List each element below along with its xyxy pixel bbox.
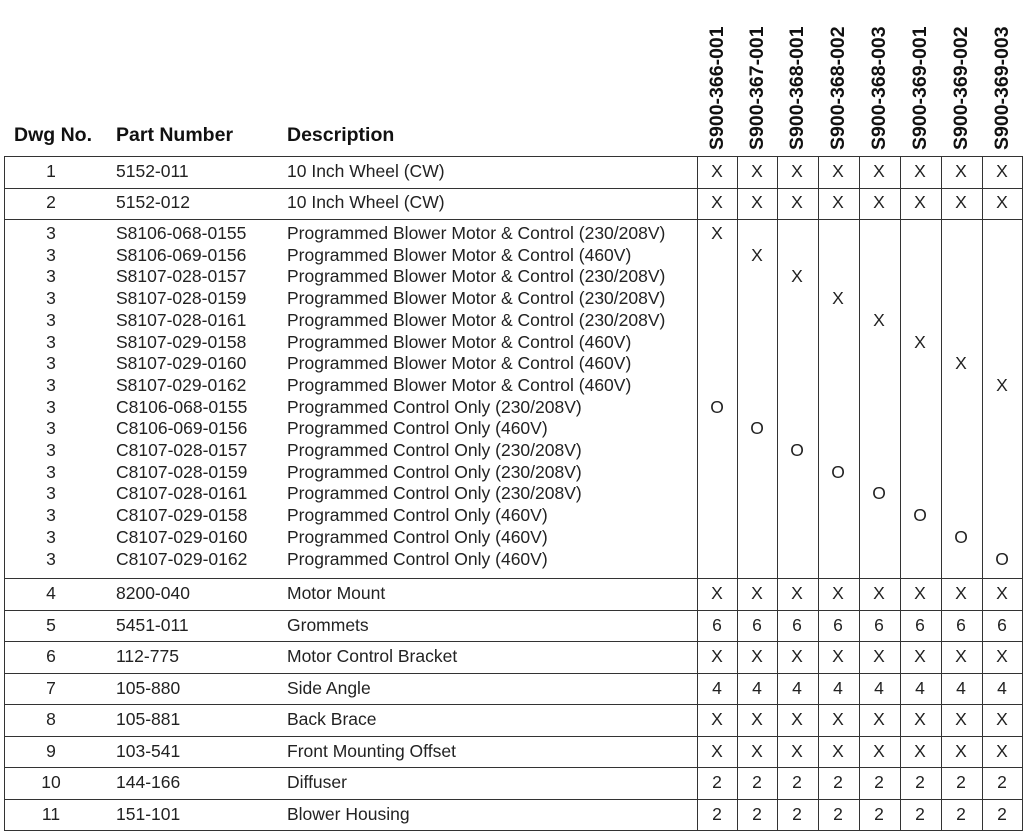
model-mark: X xyxy=(996,646,1008,667)
model-mark: X xyxy=(914,192,926,213)
model-header-label: S900-368-003 xyxy=(868,26,890,150)
part-description: Diffuser xyxy=(287,772,347,793)
part-number: C8106-068-0155 xyxy=(116,396,248,417)
model-mark: 4 xyxy=(792,677,802,698)
part-description: Programmed Blower Motor & Control (230/208V) xyxy=(287,223,666,243)
model-mark: 6 xyxy=(915,614,925,635)
part-number: S8106-069-0156 xyxy=(116,244,247,265)
part-number: 5451-011 xyxy=(116,614,189,635)
model-mark: O xyxy=(831,461,845,482)
model-mark: 4 xyxy=(915,677,925,698)
model-mark: X xyxy=(955,646,967,667)
part-description: Programmed Blower Motor & Control (460V) xyxy=(287,244,632,265)
dwg-number: 7 xyxy=(46,677,56,698)
model-mark: O xyxy=(750,418,764,439)
column-divider xyxy=(1022,578,1023,610)
part-number: S8106-068-0155 xyxy=(116,223,247,243)
model-mark: X xyxy=(711,709,723,730)
column-divider xyxy=(737,219,738,578)
dwg-number: 3 xyxy=(46,353,56,374)
dwg-number: 3 xyxy=(46,396,56,417)
dwg-number: 3 xyxy=(46,331,56,352)
model-mark: X xyxy=(751,244,763,265)
model-mark: 2 xyxy=(792,772,802,793)
model-header-label: S900-369-003 xyxy=(991,26,1013,150)
model-mark: X xyxy=(873,740,885,761)
dwg-number: 3 xyxy=(46,526,56,547)
part-description: Side Angle xyxy=(287,677,371,698)
model-mark: X xyxy=(711,583,723,604)
dwg-number: 3 xyxy=(46,266,56,287)
column-divider xyxy=(1022,673,1023,705)
dwg-number: 3 xyxy=(46,223,56,243)
part-description: Programmed Blower Motor & Control (460V) xyxy=(287,353,632,374)
model-mark: O xyxy=(995,548,1009,569)
part-description: Programmed Control Only (230/208V) xyxy=(287,483,582,504)
part-description: Programmed Control Only (460V) xyxy=(287,548,548,569)
model-mark: 6 xyxy=(792,614,802,635)
dwg-number: 3 xyxy=(46,461,56,482)
part-number: S8107-029-0162 xyxy=(116,374,247,395)
column-divider xyxy=(941,219,942,578)
model-mark: X xyxy=(955,740,967,761)
dwg-number: 5 xyxy=(46,614,56,635)
part-number: C8107-028-0161 xyxy=(116,483,248,504)
model-mark: 2 xyxy=(915,772,925,793)
model-mark: X xyxy=(711,192,723,213)
model-mark: X xyxy=(955,160,967,181)
dwg-number: 3 xyxy=(46,440,56,460)
model-mark: 2 xyxy=(997,772,1007,793)
model-mark: X xyxy=(996,192,1008,213)
model-mark: 2 xyxy=(874,803,884,824)
part-description: Motor Control Bracket xyxy=(287,646,458,667)
model-mark: X xyxy=(791,583,803,604)
part-description: Blower Housing xyxy=(287,803,410,824)
part-description: Programmed Control Only (460V) xyxy=(287,526,548,547)
model-mark: X xyxy=(751,646,763,667)
dwg-number: 4 xyxy=(46,583,56,604)
part-number: 5152-012 xyxy=(116,192,190,213)
model-mark: X xyxy=(832,160,844,181)
part-description: Programmed Control Only (230/208V) xyxy=(287,396,582,417)
model-mark: 2 xyxy=(752,803,762,824)
model-mark: 4 xyxy=(997,677,1007,698)
column-divider xyxy=(818,219,819,578)
part-description: Programmed Control Only (460V) xyxy=(287,418,548,439)
part-number: S8107-028-0157 xyxy=(116,266,247,287)
dwg-number: 1 xyxy=(46,160,56,181)
column-divider xyxy=(1022,736,1023,768)
model-mark: X xyxy=(996,583,1008,604)
model-mark: 2 xyxy=(752,772,762,793)
model-mark: X xyxy=(751,583,763,604)
model-mark: O xyxy=(954,526,968,547)
model-mark: 2 xyxy=(874,772,884,793)
model-mark: 6 xyxy=(997,614,1007,635)
model-mark: X xyxy=(955,583,967,604)
part-number: 103-541 xyxy=(116,740,181,761)
part-number: C8107-029-0158 xyxy=(116,505,248,526)
model-mark: X xyxy=(791,709,803,730)
dwg-number: 10 xyxy=(41,772,61,793)
model-header-label: S900-369-002 xyxy=(950,26,972,150)
part-number: C8107-028-0157 xyxy=(116,440,248,460)
dwg-number: 3 xyxy=(46,505,56,526)
model-mark: 2 xyxy=(712,772,722,793)
column-divider xyxy=(1022,799,1023,831)
model-mark: 4 xyxy=(874,677,884,698)
part-number: C8107-029-0162 xyxy=(116,548,248,569)
dwg-number: 3 xyxy=(46,418,56,439)
model-mark: X xyxy=(791,740,803,761)
model-mark: 4 xyxy=(833,677,843,698)
part-number: 5152-011 xyxy=(116,160,189,181)
part-number: S8107-028-0161 xyxy=(116,309,247,330)
part-number: C8107-029-0160 xyxy=(116,526,248,547)
model-mark: X xyxy=(791,266,803,287)
part-description: Programmed Blower Motor & Control (230/208V) xyxy=(287,266,666,287)
model-mark: X xyxy=(791,646,803,667)
part-number: 112-775 xyxy=(116,646,179,667)
model-mark: X xyxy=(711,646,723,667)
column-divider xyxy=(1022,767,1023,799)
model-mark: X xyxy=(873,646,885,667)
column-divider xyxy=(1022,704,1023,736)
model-mark: 2 xyxy=(997,803,1007,824)
model-mark: X xyxy=(914,740,926,761)
part-number: 8200-040 xyxy=(116,583,190,604)
part-description: Programmed Blower Motor & Control (460V) xyxy=(287,331,632,352)
model-mark: X xyxy=(751,740,763,761)
part-description: Grommets xyxy=(287,614,369,635)
model-mark: 2 xyxy=(833,772,843,793)
model-mark: X xyxy=(873,309,885,330)
model-mark: X xyxy=(711,160,723,181)
model-header-label: S900-366-001 xyxy=(706,26,728,150)
dwg-number: 3 xyxy=(46,288,56,309)
part-number: 144-166 xyxy=(116,772,181,793)
dwg-number: 6 xyxy=(46,646,56,667)
part-description: Programmed Blower Motor & Control (230/208V) xyxy=(287,309,666,330)
part-number: 151-101 xyxy=(116,803,181,824)
model-mark: O xyxy=(872,483,886,504)
part-number: 105-880 xyxy=(116,677,181,698)
model-mark: 6 xyxy=(752,614,762,635)
header-part-number: Part Number xyxy=(116,124,234,146)
model-mark: X xyxy=(832,646,844,667)
part-description: Programmed Control Only (230/208V) xyxy=(287,440,582,460)
model-mark: X xyxy=(914,646,926,667)
part-description: Programmed Control Only (460V) xyxy=(287,505,548,526)
part-number: C8107-028-0159 xyxy=(116,461,248,482)
model-mark: 6 xyxy=(956,614,966,635)
model-mark: X xyxy=(711,223,723,243)
dwg-number: 3 xyxy=(46,309,56,330)
part-number: 105-881 xyxy=(116,709,181,730)
column-divider xyxy=(1022,156,1023,188)
part-description: Back Brace xyxy=(287,709,377,730)
dwg-number: 11 xyxy=(41,803,61,824)
part-description: Motor Mount xyxy=(287,583,386,604)
dwg-number: 3 xyxy=(46,244,56,265)
column-divider xyxy=(859,219,860,578)
dwg-number: 2 xyxy=(46,192,56,213)
part-number: C8106-069-0156 xyxy=(116,418,248,439)
model-mark: 4 xyxy=(956,677,966,698)
part-description: 10 Inch Wheel (CW) xyxy=(287,160,445,181)
model-mark: X xyxy=(791,160,803,181)
model-mark: X xyxy=(832,288,844,309)
model-mark: O xyxy=(790,440,804,460)
dwg-number: 9 xyxy=(46,740,56,761)
column-divider xyxy=(1022,641,1023,673)
dwg-number: 3 xyxy=(46,483,56,504)
column-divider xyxy=(1022,219,1023,578)
model-mark: X xyxy=(873,709,885,730)
model-mark: X xyxy=(996,374,1008,395)
part-description: 10 Inch Wheel (CW) xyxy=(287,192,445,213)
model-mark: X xyxy=(832,583,844,604)
part-description: Programmed Blower Motor & Control (460V) xyxy=(287,374,632,395)
model-mark: 2 xyxy=(956,772,966,793)
model-mark: X xyxy=(955,192,967,213)
part-number: S8107-029-0160 xyxy=(116,353,247,374)
header-dwg-no: Dwg No. xyxy=(14,124,92,146)
header-description: Description xyxy=(287,124,395,146)
model-mark: X xyxy=(914,583,926,604)
model-header-label: S900-368-002 xyxy=(827,26,849,150)
model-mark: X xyxy=(996,160,1008,181)
model-mark: 2 xyxy=(792,803,802,824)
model-mark: X xyxy=(914,331,926,352)
column-divider xyxy=(982,219,983,578)
model-mark: X xyxy=(955,709,967,730)
dwg-number: 3 xyxy=(46,374,56,395)
model-mark: 6 xyxy=(833,614,843,635)
model-mark: 6 xyxy=(874,614,884,635)
model-mark: X xyxy=(873,192,885,213)
part-description: Programmed Blower Motor & Control (230/208V) xyxy=(287,288,666,309)
model-mark: X xyxy=(791,192,803,213)
model-mark: 6 xyxy=(712,614,722,635)
model-mark: X xyxy=(751,709,763,730)
model-mark: 2 xyxy=(956,803,966,824)
column-divider xyxy=(1022,188,1023,220)
model-mark: X xyxy=(955,353,967,374)
dwg-number: 3 xyxy=(46,548,56,569)
model-mark: 2 xyxy=(712,803,722,824)
dwg-number: 8 xyxy=(46,709,56,730)
model-mark: X xyxy=(873,583,885,604)
model-mark: O xyxy=(710,396,724,417)
model-mark: O xyxy=(913,505,927,526)
model-mark: X xyxy=(832,740,844,761)
model-header-label: S900-367-001 xyxy=(746,26,768,150)
model-mark: X xyxy=(914,160,926,181)
model-mark: X xyxy=(751,192,763,213)
model-mark: X xyxy=(914,709,926,730)
model-mark: X xyxy=(996,740,1008,761)
model-mark: 4 xyxy=(752,677,762,698)
part-number: S8107-028-0159 xyxy=(116,288,247,309)
model-mark: X xyxy=(751,160,763,181)
model-mark: X xyxy=(996,709,1008,730)
model-mark: 2 xyxy=(915,803,925,824)
model-mark: X xyxy=(711,740,723,761)
part-description: Programmed Control Only (230/208V) xyxy=(287,461,582,482)
model-header-label: S900-369-001 xyxy=(909,26,931,150)
part-description: Front Mounting Offset xyxy=(287,740,456,761)
model-mark: 4 xyxy=(712,677,722,698)
model-header-label: S900-368-001 xyxy=(786,26,808,150)
model-mark: X xyxy=(832,709,844,730)
model-mark: 2 xyxy=(833,803,843,824)
model-mark: X xyxy=(873,160,885,181)
part-number: S8107-029-0158 xyxy=(116,331,247,352)
column-divider xyxy=(1022,610,1023,642)
model-mark: X xyxy=(832,192,844,213)
